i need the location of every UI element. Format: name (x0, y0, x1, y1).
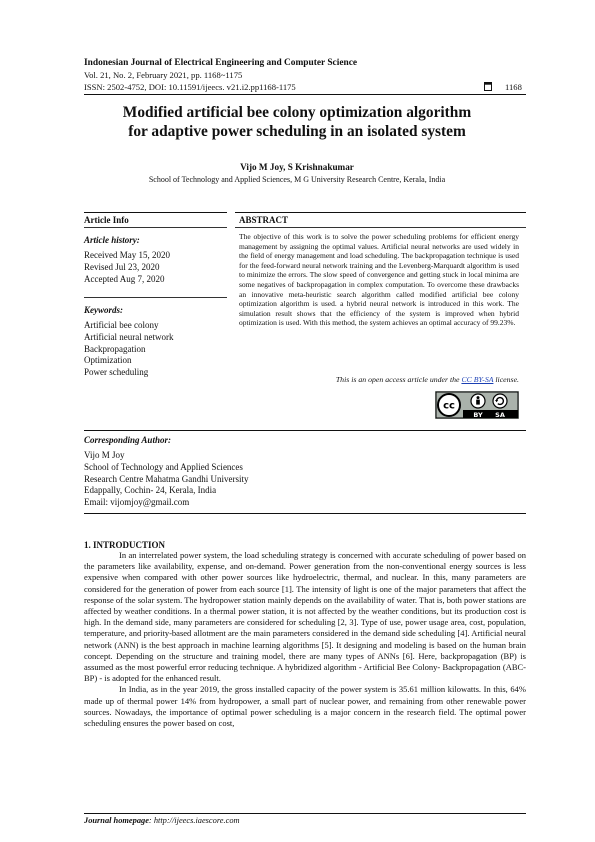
page-number: 1168 (505, 82, 522, 92)
open-access-prefix: This is an open access article under the (335, 375, 460, 384)
open-access-statement (239, 375, 519, 384)
history-item: Received May 15, 2020 (84, 250, 170, 260)
keyword-item: Power scheduling (84, 367, 149, 378)
corresponding-bottom-rule (84, 513, 526, 514)
article-info-heading-rule (84, 227, 227, 228)
keyword-item: Backpropagation (84, 343, 146, 354)
history-item: Revised Jul 23, 2020 (84, 261, 160, 272)
article-info-heading: Article Info (84, 215, 129, 225)
abstract-text: The objective of this work is to solve the power scheduling problems for efficient energy management by assigning the optimal values. Artificial neural networks are used widely in the field of energy management and load scheduling. The backpropagation technique is used for the feed-forward neural network training and the Levenberg-Marquardt algorithm is used to minimize the errors. The slow speed of convergence and getting stuck in local minima are some negatives of backpropagation in complex computation. To overcome these drawbacks an innovative meta-heuristic search algorithm called modified artificial bee colony optimization algorithm is used. a hybrid neural network is introduced in this work. The simulation result shows that the efficiency of the system is improved when hybrid optimization is used. With this method, the system achieves an optimal accuracy of 99.23%. (239, 232, 519, 328)
keyword-item: Artificial bee colony (84, 320, 159, 330)
paragraph: In an interrelated power system, the load scheduling strategy is concerned with accurate scheduling of power based on the parameters like availability, expense, and on-demand. Power generation from the non-conventional energy sources is less expensive when compared with other power sources like hydroelectric, thermal, and nuclear. In this, many parameters are considered for the generation of power from each source [1]. The intensity of light is one of the major parameters that affect the response of the solar system. The hydropower station mainly depends on the availability of water. That is, both power stations are affected by weather conditions. In a thermal power station, it is not affected by the weather conditions, but its production cost is high. In the demand side, many parameters are considered for scheduling [2, 3]. Type of use, power usage area, cost, population, temperature, and priority-based allotment are the main parameters considered in the demand side scheduling [4]. Artificial neural network (ANN) is the best approach in machine learning algorithms [5]. It designing and modeling is based on the human brain concept. Depending on the structure and training model, there are many types of ANNs [6]. Here, backpropagation (BP) is assumed as the most powerful error reducing technique. A hybridized algorithm - Artificial Bee Colony- Backpropagation (ABC-BP) - is adopted for the enhanced result. (84, 550, 526, 684)
affiliation: School of Technology and Applied Sciences, M G University Research Centre, Kerala, India (148, 175, 446, 184)
keyword-item: Optimization (84, 355, 132, 366)
volume-info: Vol. 21, No. 2, February 2021, pp. 1168~1175 (84, 70, 243, 80)
abstract-heading: ABSTRACT (239, 215, 289, 225)
cc-label: cc (443, 400, 455, 412)
article-history (84, 250, 170, 285)
header-rule (84, 94, 526, 95)
sa-label: SA (495, 411, 505, 419)
title-line: for adaptive power scheduling in an isolated system (128, 122, 466, 140)
abstract-heading-rule (235, 227, 526, 228)
footer: Journal homepage: http://ijeecs.iaescore.com (84, 816, 240, 825)
title-line: Modified artificial bee colony optimization algorithm (122, 104, 472, 121)
history-item: Accepted Aug 7, 2020 (84, 273, 165, 284)
article-info-top-rule (84, 212, 227, 213)
abstract-top-rule (235, 212, 526, 213)
keywords-list (84, 320, 173, 379)
introduction-body (84, 550, 526, 729)
article-history-label: Article history: (84, 235, 140, 245)
journal-name: Indonesian Journal of Electrical Engineering and Computer Science (84, 58, 358, 68)
corresponding-top-rule (84, 430, 526, 431)
paper-title (84, 104, 510, 141)
issn-doi: ISSN: 2502-4752, DOI: 10.11591/ijeecs. v21.i2.pp1168-1175 (84, 82, 296, 92)
paragraph: In India, as in the year 2019, the gross installed capacity of the power system is 35.61 million kilowatts. In this, 64% made up of thermal power 14% from hydropower, a small part of nuclear power, and remaining from other renewable power sources. Nowadays, the importance of optimal power scheduling is a major concern in the research field. The optimal power scheduling ensures the power based on cost, (84, 684, 526, 729)
corresponding-name: Vijo M Joy (84, 450, 125, 460)
authors: Vijo M Joy, S Krishnakumar (240, 162, 354, 172)
license-link[interactable]: CC BY-SA (461, 375, 494, 384)
by-label: BY (473, 411, 483, 419)
corresponding-address: Edappally, Cochin- 24, Kerala, India (84, 485, 217, 496)
footer-rule (84, 813, 526, 814)
corresponding-label: Corresponding Author: (84, 435, 171, 445)
document-icon (484, 82, 492, 91)
cc-by-sa-badge[interactable] (435, 391, 519, 419)
homepage-label: Journal homepage (84, 816, 149, 825)
corresponding-inst: Research Centre Mahatma Gandhi University (84, 473, 249, 484)
sa-icon (493, 394, 507, 408)
section-heading: 1. INTRODUCTION (84, 540, 166, 550)
keyword-item: Artificial neural network (84, 331, 174, 342)
keywords-label: Keywords: (84, 305, 123, 315)
corresponding-details (84, 450, 248, 509)
corresponding-dept: School of Technology and Applied Sciences (84, 461, 243, 472)
corresponding-email: Email: vijomjoy@gmail.com (84, 497, 190, 508)
open-access-suffix: license. (495, 375, 519, 384)
homepage-url[interactable]: http://ijeecs.iaescore.com (153, 816, 240, 825)
history-divider (84, 297, 227, 298)
